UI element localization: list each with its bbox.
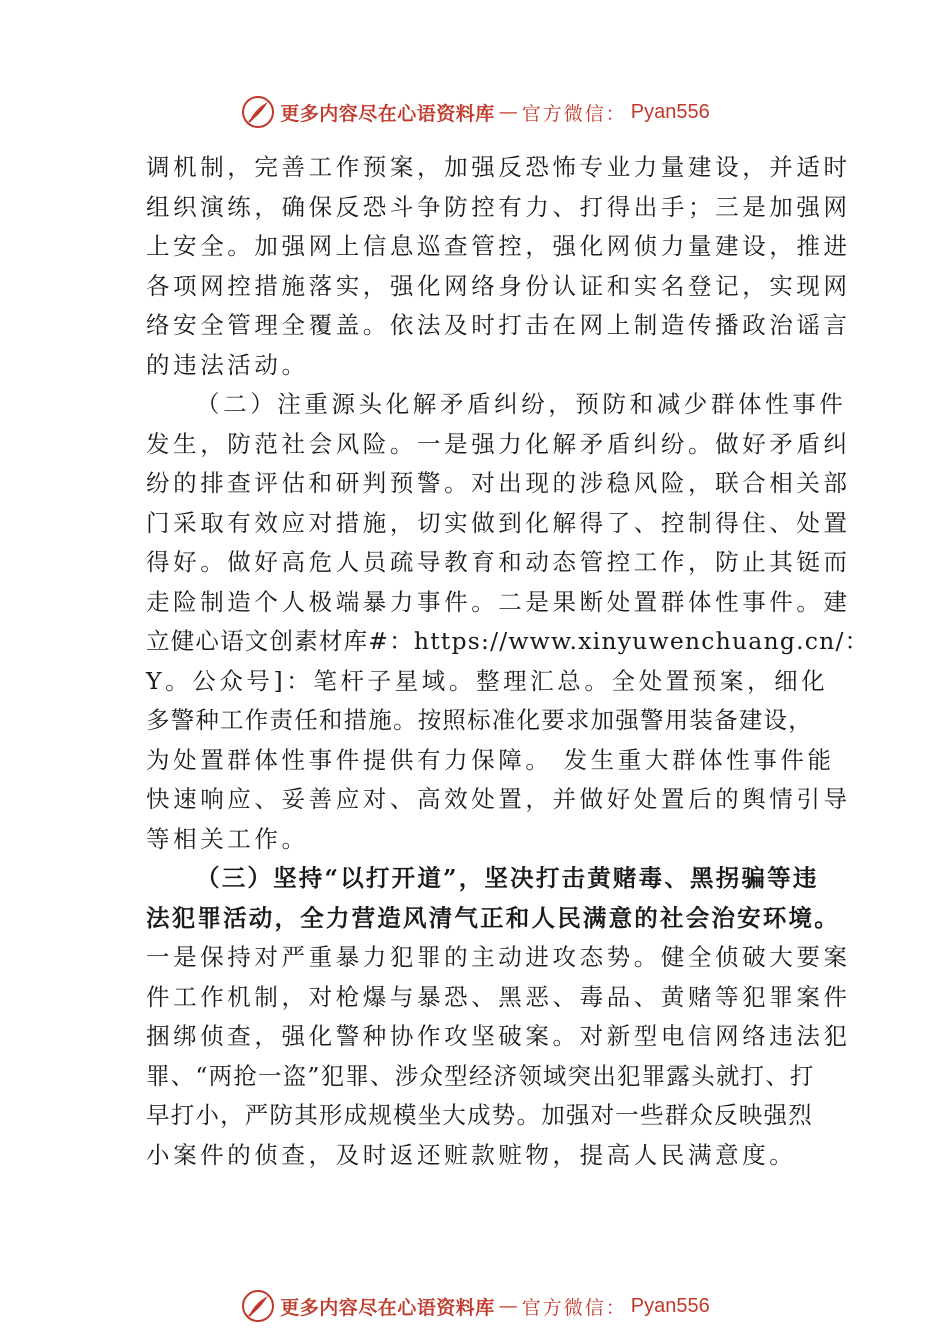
body-line: 小案件的侦查，及时返还赃款赃物，提高人民满意度。 — [146, 1140, 797, 1169]
body-line: 发生，防范社会风险。一是强力化解矛盾纠纷。做好矛盾纠 — [146, 429, 851, 458]
watermark-dash: — — [498, 101, 518, 123]
body-line: 组织演练，确保反恐斗争防控有力、打得出手；三是加强网 — [146, 192, 851, 221]
watermark-label: 官方微信： — [521, 102, 627, 125]
body-line: 得好。做好高危人员疏导教育和动态管控工作，防止其铤而 — [146, 548, 851, 576]
watermark-text: 更多内容尽在心语资料库 — [280, 1296, 495, 1319]
watermark-account: Pyan556 — [630, 100, 710, 123]
body-line: （三）坚持“以打开道”，坚决打击黄赌毒、黑拐骗等违 — [196, 864, 819, 892]
quill-logo-icon — [240, 94, 276, 130]
watermark-banner-bottom — [0, 1288, 950, 1328]
watermark-label: 官方微信： — [521, 1296, 627, 1319]
body-line: 法犯罪活动，全力营造风清气正和人民满意的社会治安环境。 — [146, 903, 840, 932]
body-line: （二）注重源头化解矛盾纠纷，预防和减少群体性事件 — [196, 390, 847, 418]
quill-logo-icon — [240, 1288, 276, 1324]
body-line: 早打小，严防其形成规模坐大成势。加强对一些群众反映强烈 — [146, 1101, 813, 1129]
body-line: 的违法活动。 — [146, 350, 309, 379]
watermark-dash: — — [498, 1295, 518, 1317]
body-line: 件工作机制，对枪爆与暴恐、黑恶、毒品、黄赌等犯罪案件 — [146, 982, 851, 1011]
watermark-text: 更多内容尽在心语资料库 — [280, 102, 495, 125]
body-line: 门采取有效应对措施，切实做到化解得了、控制得住、处置 — [146, 508, 851, 537]
body-line: 多警种工作责任和措施。按照标准化要求加强警用装备建设， — [146, 706, 813, 734]
body-line: 立健心语文创素材库#：https://www.xinyuwenchuang.cn/： — [146, 627, 870, 655]
body-line: 调机制，完善工作预案，加强反恐怖专业力量建设，并适时 — [146, 153, 851, 181]
body-line: 纷的排查评估和研判预警。对出现的涉稳风险，联合相关部 — [146, 469, 851, 497]
body-line: 捆绑侦查，强化警种协作攻坚破案。对新型电信网络违法犯 — [146, 1022, 851, 1050]
body-line: 上安全。加强网上信息巡查管控，强化网侦力量建设，推进 — [146, 232, 851, 260]
body-line: 罪、“两抢一盗”犯罪、涉众型经济领域突出犯罪露头就打、打 — [146, 1061, 815, 1090]
document-body — [146, 148, 870, 1175]
body-line: 络安全管理全覆盖。依法及时打击在网上制造传播政治谣言 — [146, 311, 851, 339]
watermark-account: Pyan556 — [630, 1294, 710, 1317]
body-line: 等相关工作。 — [146, 824, 309, 853]
body-line: 走险制造个人极端暴力事件。二是果断处置群体性事件。建 — [146, 587, 851, 616]
body-line: 快速响应、妥善应对、高效处置，并做好处置后的舆情引导 — [146, 785, 851, 813]
body-line: 一是保持对严重暴力犯罪的主动进攻态势。健全侦破大要案 — [146, 943, 851, 971]
body-line: 各项网控措施落实，强化网络身份认证和实名登记，实现网 — [146, 271, 851, 300]
body-line: 为处置群体性事件提供有力保障。 发生重大群体性事件能 — [146, 745, 835, 774]
body-line: Y。公众号]：笔杆子星域。整理汇总。全处置预案，细化 — [146, 666, 829, 695]
watermark-banner-top — [0, 94, 950, 134]
